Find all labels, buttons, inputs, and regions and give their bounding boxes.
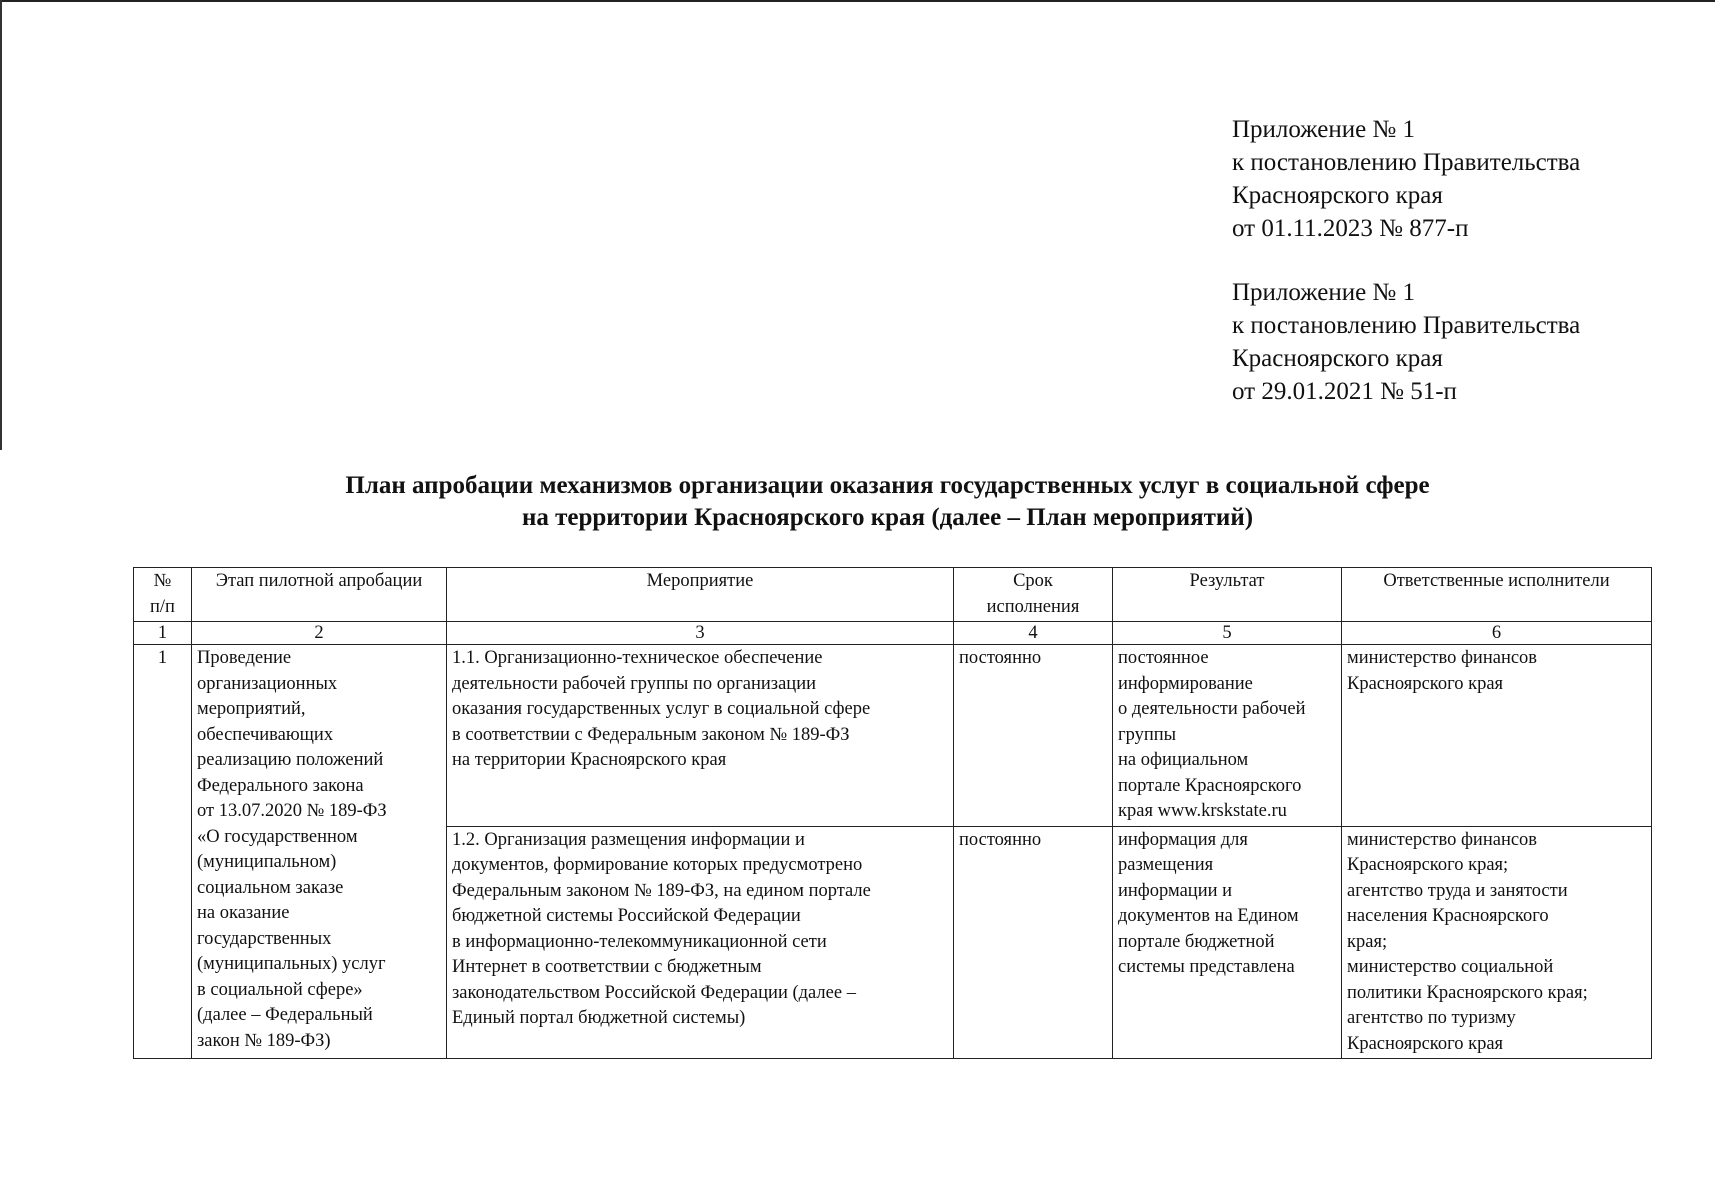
- header-deadline: Срок исполнения: [954, 568, 1113, 622]
- appendix-title: Приложение № 1: [1232, 116, 1416, 143]
- appendix-reference: к постановлению Правительства: [1232, 312, 1581, 339]
- appendix-region: Красноярского края: [1232, 182, 1443, 209]
- header-result: Результат: [1113, 568, 1342, 622]
- appendix-header-original: [1232, 276, 1580, 408]
- header-num: № п/п: [134, 568, 192, 622]
- table-row: [134, 645, 1652, 827]
- page-top-edge: [0, 0, 1715, 2]
- deadline-cell: постоянно: [954, 826, 1113, 1059]
- stage-cell: Проведение организационных мероприятий, обеспечивающих реализацию положений Федерального закона от 13.07.2020 № 189-ФЗ «О государственном (муниципальном) социальном заказе на оказание государственных (муниципальных) услуг в социальной сфере» (далее – Федеральный закон № 189-ФЗ): [192, 645, 447, 1059]
- appendix-reference: к постановлению Правительства: [1232, 149, 1581, 176]
- column-number: 1: [134, 622, 192, 645]
- page-left-edge: [0, 0, 2, 450]
- header-responsible: Ответственные исполнители: [1342, 568, 1652, 622]
- appendix-header-current: [1232, 113, 1580, 245]
- plan-title: [0, 470, 1715, 534]
- event-cell: 1.2. Организация размещения информации и документов, формирование которых предусмотрено Федеральным законом № 189-ФЗ, на едином портале бюджетной системы Российской Федерации в информационно-телекоммуникационной сети Интернет в соответствии с бюджетным законодательством Российской Федерации (далее – Единый портал бюджетной системы): [447, 826, 954, 1059]
- appendix-region: Красноярского края: [1232, 345, 1443, 372]
- result-cell: постоянное информирование о деятельности рабочей группы на официальном портале Красноярского края www.krskstate.ru: [1113, 645, 1342, 827]
- result-cell: информация для размещения информации и документов на Едином портале бюджетной системы представлена: [1113, 826, 1342, 1059]
- plan-title-line-1: План апробации механизмов организации оказания государственных услуг в социальной сфере: [345, 472, 1430, 499]
- column-number-row: [134, 622, 1652, 645]
- appendix-date-number: от 01.11.2023 № 877-п: [1232, 215, 1469, 242]
- plan-table: [133, 567, 1652, 1059]
- column-number: 5: [1113, 622, 1342, 645]
- header-stage: Этап пилотной апробации: [192, 568, 447, 622]
- responsible-cell: министерство финансов Красноярского края: [1342, 645, 1652, 827]
- responsible-cell: министерство финансов Красноярского края; агентство труда и занятости населения Красноярского края; министерство социальной политики Красноярского края; агентство по туризму Красноярского края: [1342, 826, 1652, 1059]
- column-number: 6: [1342, 622, 1652, 645]
- row-number: 1: [134, 645, 192, 1059]
- plan-title-line-2: на территории Красноярского края (далее – План мероприятий): [521, 504, 1254, 531]
- column-number: 3: [447, 622, 954, 645]
- event-cell: 1.1. Организационно-техническое обеспечение деятельности рабочей группы по организации оказания государственных услуг в социальной сфере в соответствии с Федеральным законом № 189-ФЗ на территории Красноярского края: [447, 645, 954, 827]
- appendix-date-number: от 29.01.2021 № 51-п: [1232, 378, 1457, 405]
- deadline-cell: постоянно: [954, 645, 1113, 827]
- table-header-row: [134, 568, 1652, 622]
- appendix-title: Приложение № 1: [1232, 279, 1416, 306]
- column-number: 4: [954, 622, 1113, 645]
- column-number: 2: [192, 622, 447, 645]
- header-event: Мероприятие: [447, 568, 954, 622]
